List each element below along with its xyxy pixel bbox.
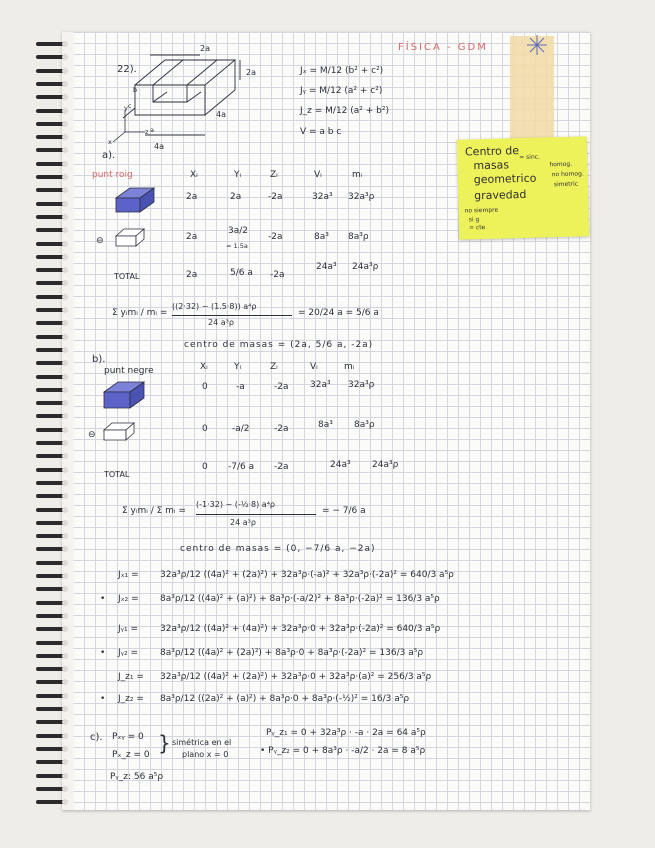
spiral-coil	[36, 93, 70, 102]
part-c-brace-text1: simétrica en el	[172, 738, 232, 747]
part-b-r2-label: ⊖	[88, 430, 96, 440]
spiral-coil	[36, 160, 70, 169]
part-b-sum-den: 24 a³ρ	[230, 518, 256, 527]
part-a-r2-m: 8a³ρ	[348, 232, 369, 242]
part-a-header-z: Zᵢ	[270, 170, 278, 180]
formula-jy: Jᵧ = M/12 (a² + c²)	[300, 86, 383, 96]
inertia-mark: •	[100, 594, 106, 604]
spiral-coil	[36, 652, 70, 661]
inertia-lhs: J_z₁ =	[118, 672, 144, 682]
inertia-lhs: Jₓ₁ =	[118, 570, 139, 580]
spiral-coil	[36, 625, 70, 634]
spiral-coil	[36, 293, 70, 302]
inertia-mark: •	[100, 694, 106, 704]
part-b-r2-y: -a/2	[232, 424, 250, 434]
spiral-coil	[36, 53, 70, 62]
spiral-coil	[36, 186, 70, 195]
spiral-coil	[36, 120, 70, 129]
part-b-fraction-bar	[196, 514, 316, 515]
dim-bottom: 4a	[154, 142, 164, 151]
spiral-coil	[36, 173, 70, 182]
white-box-icon	[100, 420, 138, 444]
part-a-r1-x: 2a	[186, 192, 198, 202]
sticky-note-small5: no siempre	[464, 206, 499, 215]
part-a-total-v: 24a³	[316, 262, 337, 272]
spiral-coil	[36, 386, 70, 395]
part-a-sum-expr: Σ yᵢmᵢ / mᵢ =	[112, 308, 168, 318]
inertia-rhs: 8a³ρ/12 ((2a)² + (a)²) + 8a³ρ·0 + 8a³ρ·(-½)² = 16/3 a⁵ρ	[160, 694, 410, 704]
blue-box-icon	[112, 186, 158, 216]
problem-number: 22).	[117, 64, 137, 75]
part-a-total-m: 24a³ρ	[352, 262, 379, 272]
part-b-header-m: mᵢ	[344, 362, 355, 372]
spiral-coil	[36, 373, 70, 382]
spiral-coil	[36, 599, 70, 608]
part-a-header-x: Xᵢ	[190, 170, 198, 180]
label-c: c	[128, 102, 132, 110]
spiral-coil	[36, 572, 70, 581]
spiral-coil	[36, 40, 70, 49]
spiral-coil	[36, 758, 70, 767]
inertia-lhs: Jᵧ₂ =	[118, 648, 139, 658]
formula-v: V = a b c	[300, 127, 342, 137]
part-a-r1-v: 32a³	[312, 192, 333, 202]
spiral-coil	[36, 133, 70, 142]
part-b-r1-m: 32a³ρ	[348, 380, 375, 390]
spiral-coil	[36, 319, 70, 328]
part-a-total-y: 5/6 a	[230, 268, 253, 278]
spiral-coil	[36, 785, 70, 794]
part-b-r2-m: 8a³ρ	[354, 420, 375, 430]
spiral-coil	[36, 585, 70, 594]
sticky-note-small7: = cte	[468, 224, 486, 232]
part-c-label: c).	[90, 732, 103, 743]
spiral-coil	[36, 545, 70, 554]
part-b-total-m: 24a³ρ	[372, 460, 399, 470]
spiral-coil	[36, 452, 70, 461]
spiral-coil	[36, 559, 70, 568]
spiral-coil	[36, 665, 70, 674]
spiral-coil	[36, 346, 70, 355]
label-b: b	[133, 86, 138, 94]
part-b-label: b).	[92, 354, 106, 365]
inertia-rhs: 8a³ρ/12 ((4a)² + (2a)²) + 8a³ρ·0 + 8a³ρ·(-2a)² = 136/3 a⁵ρ	[160, 648, 424, 658]
spiral-coil	[36, 732, 70, 741]
spiral-coil	[36, 692, 70, 701]
part-a-header-m: mᵢ	[352, 170, 363, 180]
part-b-sum-num: (-1·32) − (-½·8) a⁴ρ	[196, 500, 275, 509]
inertia-rhs: 32a³ρ/12 ((4a)² + (2a)²) + 32a³ρ·0 + 32a³ρ·(a)² = 256/3 a⁵ρ	[160, 672, 432, 682]
sticky-note	[457, 136, 590, 239]
spiral-coil	[36, 80, 70, 89]
part-b-header-x: Xᵢ	[200, 362, 208, 372]
part-b-total-v: 24a³	[330, 460, 351, 470]
part-a-header-v: Vᵢ	[314, 170, 322, 180]
part-a-r2-note: = 1.5a	[226, 242, 248, 250]
part-b-sum-expr: Σ yᵢmᵢ / Σ mᵢ =	[122, 506, 186, 516]
inertia-lhs: J_z₂ =	[118, 694, 144, 704]
part-a-sum-num: ((2·32) − (1.5·8)) a⁴ρ	[172, 302, 257, 311]
spiral-coil	[36, 200, 70, 209]
spiral-coil	[36, 466, 70, 475]
label-a: a	[150, 126, 154, 134]
part-c-pyz1: Pᵧ_z₁ = 0 + 32a³ρ · -a · 2a = 64 a⁵ρ	[266, 728, 426, 738]
part-a-r1-m: 32a³ρ	[348, 192, 375, 202]
part-b-r1-z: -2a	[274, 382, 289, 392]
inertia-mark: •	[100, 648, 106, 658]
part-b-r2-v: 8a³	[318, 420, 333, 430]
sticky-line2: masas	[473, 158, 510, 173]
part-a-centro: centro de masas = (2a, 5/6 a, -2a)	[184, 340, 374, 350]
part-b-header-v: Vᵢ	[310, 362, 318, 372]
dim-depth: 4a	[216, 110, 226, 119]
spiral-coil	[36, 718, 70, 727]
spiral-coil	[36, 306, 70, 315]
channel-figure	[105, 40, 265, 160]
axis-y: y	[124, 104, 128, 112]
formula-jz: J_z = M/12 (a² + b²)	[300, 106, 389, 116]
spiral-coil	[36, 426, 70, 435]
part-a-r2-label: ⊖	[96, 236, 104, 246]
spiral-coil	[36, 266, 70, 275]
spiral-coil	[36, 240, 70, 249]
spiral-coil	[36, 705, 70, 714]
spiral-coil	[36, 226, 70, 235]
part-a-sum-den: 24 a³ρ	[208, 318, 234, 327]
blue-box-icon	[100, 380, 148, 412]
subject-header: FÍSICA - GDM	[398, 42, 488, 53]
part-a-label: a).	[102, 150, 116, 161]
spiral-coil	[36, 146, 70, 155]
part-b-sum-result: = − 7/6 a	[322, 506, 366, 516]
formula-jx: Jₓ = M/12 (b² + c²)	[300, 66, 384, 76]
inertia-rhs: 8a³ρ/12 ((4a)² + (a)²) + 8a³ρ·(-a/2)² + 8a³ρ·(-2a)² = 136/3 a⁵ρ	[160, 594, 440, 604]
part-b-total-z: -2a	[274, 462, 289, 472]
sticky-line3: geometrico	[473, 171, 537, 187]
part-b-r1-y: -a	[236, 382, 245, 392]
sticky-note-small3: no homog.	[551, 170, 584, 179]
part-a-total-label: TOTAL	[114, 272, 140, 281]
part-a-total-x: 2a	[186, 270, 198, 280]
part-a-total-z: -2a	[270, 270, 285, 280]
sticky-note-small4: simetric	[553, 180, 579, 189]
inertia-lhs: Jᵧ₁ =	[118, 624, 139, 634]
spiral-coil	[36, 107, 70, 116]
sticky-line1: Centro de	[464, 144, 520, 159]
part-a-r2-v: 8a³	[314, 232, 329, 242]
part-b-r1-v: 32a³	[310, 380, 331, 390]
part-b-r1-x: 0	[202, 382, 208, 392]
spiral-coil	[36, 412, 70, 421]
sticky-note-small6: si g	[468, 216, 480, 224]
part-a-fraction-bar	[172, 315, 292, 316]
dim-top: 2a	[200, 44, 210, 53]
spiral-coil	[36, 798, 70, 807]
part-c-brace: }	[158, 731, 171, 755]
part-a-r2-y: 3a/2	[228, 226, 248, 236]
part-b-header-y: Yᵢ	[234, 362, 242, 372]
part-b-total-y: -7/6 a	[228, 462, 255, 472]
spiral-coil	[36, 532, 70, 541]
part-b-centro: centro de masas = (0, −7/6 a, −2a)	[180, 544, 376, 554]
part-a-r1-y: 2a	[230, 192, 242, 202]
part-c-pxy: Pₓᵧ = 0	[112, 732, 144, 742]
part-a-header-y: Yᵢ	[234, 170, 242, 180]
spiral-coil	[36, 479, 70, 488]
spiral-coil	[36, 253, 70, 262]
part-a-sum-result: = 20/24 a = 5/6 a	[298, 308, 379, 318]
part-b-total-label: TOTAL	[104, 470, 130, 479]
part-b-header-z: Zᵢ	[270, 362, 278, 372]
part-c-pyz2: • Pᵧ_z₂ = 0 + 8a³ρ · -a/2 · 2a = 8 a⁵ρ	[260, 746, 426, 756]
spiral-coil	[36, 745, 70, 754]
sticky-note-small2: homog.	[549, 160, 573, 169]
part-a-r1-z: -2a	[268, 192, 283, 202]
spiral-coil	[36, 399, 70, 408]
spiral-coil	[36, 333, 70, 342]
dim-right: 2a	[246, 68, 256, 77]
axis-x: x	[108, 138, 112, 146]
part-c-pxz: Pₓ_z = 0	[112, 750, 150, 760]
spiral-coil	[36, 678, 70, 687]
spiral-coil	[36, 506, 70, 515]
sparkle-icon	[526, 34, 548, 56]
inertia-rhs: 32a³ρ/12 ((4a)² + (4a)²) + 32a³ρ·0 + 32a³ρ·(-2a)² = 640/3 a⁵ρ	[160, 624, 441, 634]
spiral-coil	[36, 279, 70, 288]
spiral-coil	[36, 772, 70, 781]
spiral-coil	[36, 492, 70, 501]
part-c-pyz: Pᵧ_z: 56 a⁵ρ	[110, 772, 164, 782]
spiral-coil	[36, 213, 70, 222]
inertia-rhs: 32a³ρ/12 ((4a)² + (2a)²) + 32a³ρ·(-a)² + 32a³ρ·(-2a)² = 640/3 a⁵ρ	[160, 570, 454, 580]
spiral-coil	[36, 519, 70, 528]
part-a-r2-x: 2a	[186, 232, 198, 242]
part-b-total-x: 0	[202, 462, 208, 472]
spiral-coil	[36, 67, 70, 76]
sticky-line4: gravedad	[474, 187, 527, 203]
spiral-coil	[36, 612, 70, 621]
sticky-note-small1: = sinc.	[519, 153, 541, 162]
part-b-point-label: punt negre	[104, 366, 154, 376]
part-b-r2-x: 0	[202, 424, 208, 434]
spiral-coil	[36, 439, 70, 448]
inertia-lhs: Jₓ₂ =	[118, 594, 139, 604]
white-box-icon	[112, 226, 148, 250]
spiral-coil	[36, 359, 70, 368]
spiral-coil	[36, 639, 70, 648]
part-a-r2-z: -2a	[268, 232, 283, 242]
axis-z: z	[145, 128, 149, 136]
part-b-r2-z: -2a	[274, 424, 289, 434]
part-c-brace-text2: plano x = 0	[182, 750, 229, 759]
part-a-point-label: punt roig	[92, 170, 133, 180]
